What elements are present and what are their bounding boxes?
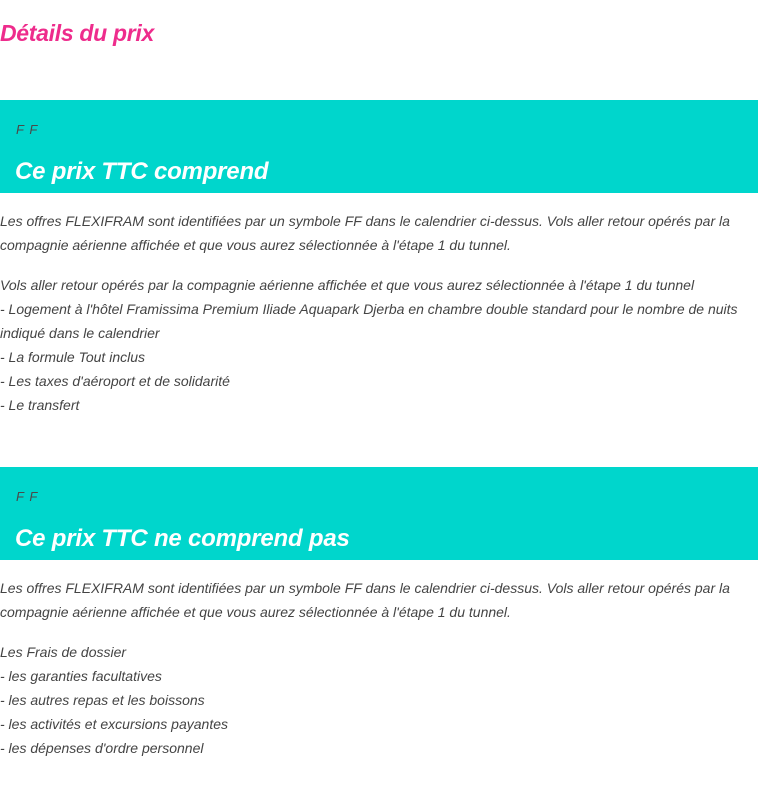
list-item: - les dépenses d'ordre personnel (0, 740, 204, 756)
list-item: - Logement à l'hôtel Framissima Premium Iliade Aquapark Djerba en chambre double standard pour le nombre de nuits indiqué dans le calendrier (0, 301, 738, 341)
list-item: - les autres repas et les boissons (0, 692, 205, 708)
list-item: - les activités et excursions payantes (0, 716, 228, 732)
price-included-section (0, 100, 758, 417)
price-included-list (0, 273, 758, 417)
price-excluded-intro: Les offres FLEXIFRAM sont identifiées par un symbole FF dans le calendrier ci-dessus. Vols aller retour opérés par la compagnie aérienne affichée et que vous aurez sélectionnée à l'étape 1 du tunnel. (0, 580, 730, 620)
price-excluded-banner (0, 467, 758, 560)
list-item: - Le transfert (0, 397, 80, 413)
page-title: Détails du prix (0, 20, 154, 46)
list-item: - La formule Tout inclus (0, 349, 145, 365)
price-excluded-section (0, 467, 758, 760)
list-item: - Les taxes d'aéroport et de solidarité (0, 373, 230, 389)
flexifram-code-label: F F (16, 489, 39, 504)
flexifram-code-label: F F (16, 122, 39, 137)
price-included-title: Ce prix TTC comprend (15, 158, 269, 185)
list-item: - les garanties facultatives (0, 668, 162, 684)
price-included-banner (0, 100, 758, 193)
list-item: Vols aller retour opérés par la compagnie aérienne affichée et que vous aurez sélectionnée à l'étape 1 du tunnel (0, 277, 695, 293)
price-included-intro: Les offres FLEXIFRAM sont identifiées par un symbole FF dans le calendrier ci-dessus. Vols aller retour opérés par la compagnie aérienne affichée et que vous aurez sélectionnée à l'étape 1 du tunnel. (0, 213, 730, 253)
price-excluded-list (0, 640, 758, 760)
list-item: Les Frais de dossier (0, 644, 127, 660)
price-excluded-title: Ce prix TTC ne comprend pas (15, 525, 350, 552)
